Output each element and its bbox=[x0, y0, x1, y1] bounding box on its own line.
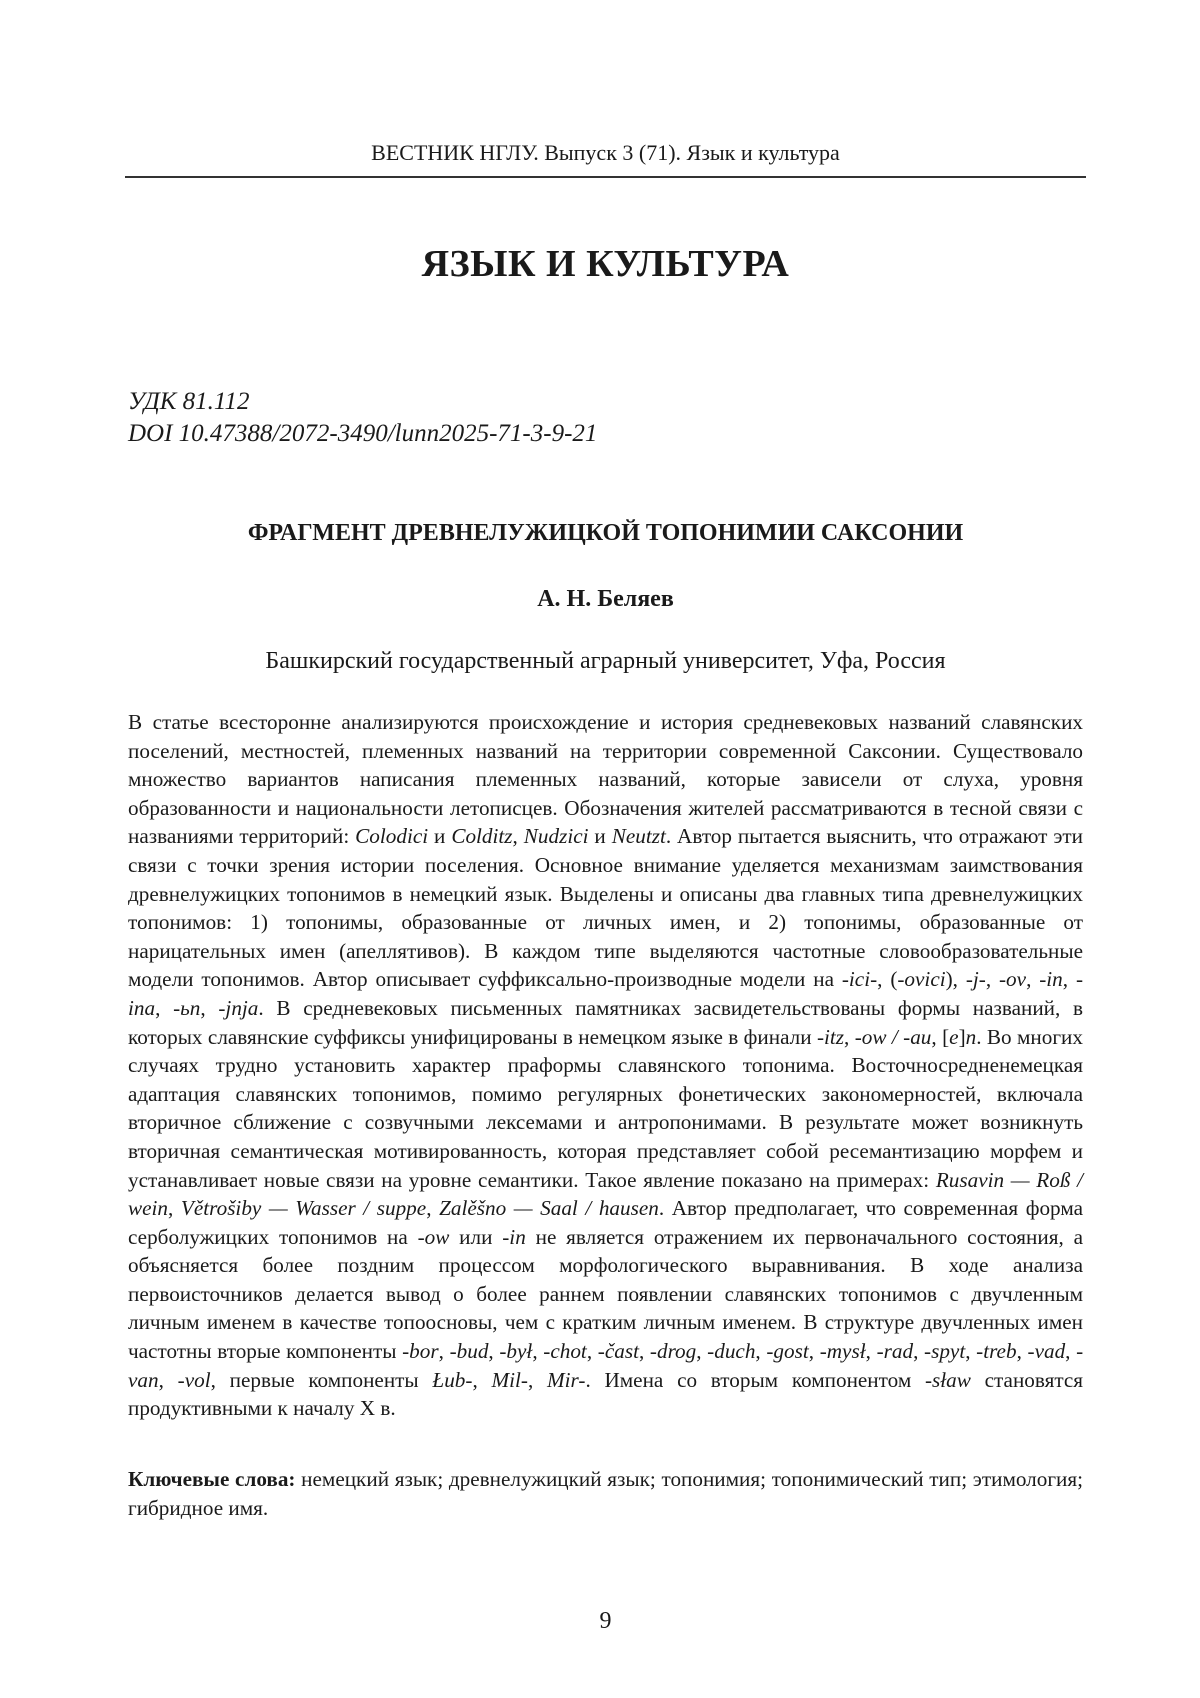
keywords-label: Ключевые слова: bbox=[128, 1467, 296, 1491]
journal-header: ВЕСТНИК НГЛУ. Выпуск 3 (71). Язык и культура bbox=[371, 140, 840, 165]
udk-code: УДК 81.112 bbox=[128, 388, 250, 415]
author-affiliation: Башкирский государственный аграрный университет, Уфа, Россия bbox=[265, 648, 946, 674]
section-title: ЯЗЫК И КУЛЬТУРА bbox=[421, 243, 790, 285]
header-rule bbox=[125, 176, 1086, 178]
keywords bbox=[128, 1465, 1083, 1522]
article-title: ФРАГМЕНТ ДРЕВНЕЛУЖИЦКОЙ ТОПОНИМИИ САКСОНИИ bbox=[247, 520, 964, 546]
author-name: А. Н. Беляев bbox=[537, 586, 674, 612]
doi: DOI 10.47388/2072-3490/lunn2025-71-3-9-21 bbox=[128, 420, 598, 447]
keywords-text: немецкий язык; древнелужицкий язык; топонимия; топонимический тип; этимология; гибридное имя. bbox=[128, 1467, 1083, 1520]
page-number: 9 bbox=[599, 1608, 612, 1634]
abstract: В статье всесторонне анализируются происхождение и история средневековых названий славянских поселений, местностей, племенных названий на территории современной Саксонии. Существовало множество вариантов написания племенных названий, которые зависели от слуха, уровня образованности и национальности летописцев. Обозначения жителей рассматриваются в тесной связи с названиями территорий: Colodici и Colditz, Nudzici и Neutzt. Автор пытается выяснить, что отражают эти связи с точки зрения истории поселения. Основное внимание уделяется механизмам заимствования древнелужицких топонимов в немецкий язык. Выделены и описаны два главных типа древнелужицких топонимов: 1) топонимы, образованные от личных имен, и 2) топонимы, образованные от нарицательных имен (апеллятивов). В каждом типе выделяются частотные словообразовательные модели топонимов. Автор описывает суффиксально-производные модели на -ici-, (-ovici), -j-, -ov, -in, -ina, -ьn, -jnja. В средневековых письменных памятниках засвидетельствованы формы названий, в которых славянские суффиксы унифицированы в немецком языке в финали -itz, -ow / -au, [e]n. Во многих случаях трудно установить характер праформы славянского топонима. Восточносредненемецкая адаптация славянских топонимов, помимо регулярных фонетических закономерностей, включала вторичное сближение с созвучными лексемами и антропонимами. В результате может возникнуть вторичная семантическая мотивированность, которая представляет собой ресемантизацию морфем и устанавливает новые связи на уровне семантики. Такое явление показано на примерах: Rusavin — Roß / wein, Větrošiby — Wasser / suppe, Zalěšno — Saal / hausen. Автор предполагает, что современная форма серболужицких топонимов на -ow или -in не является отражением их первоначального состояния, а объясняется более поздним процессом морфологического выравнивания. В ходе анализа первоисточников делается вывод о более раннем появлении славянских топонимов с двучленным личным именем в качестве топоосновы, чем с кратким личным именем. В структуре двучленных имен частотны вторые компоненты -bor, -bud, -był, -chot, -čast, -drog, -duch, -gost, -mysł, -rad, -spyt, -treb, -vad, -van, -vol, первые компоненты Łub-, Mil-, Mir-. Имена со вторым компонентом -sław становятся продуктивными к началу X в. bbox=[128, 710, 1084, 1421]
